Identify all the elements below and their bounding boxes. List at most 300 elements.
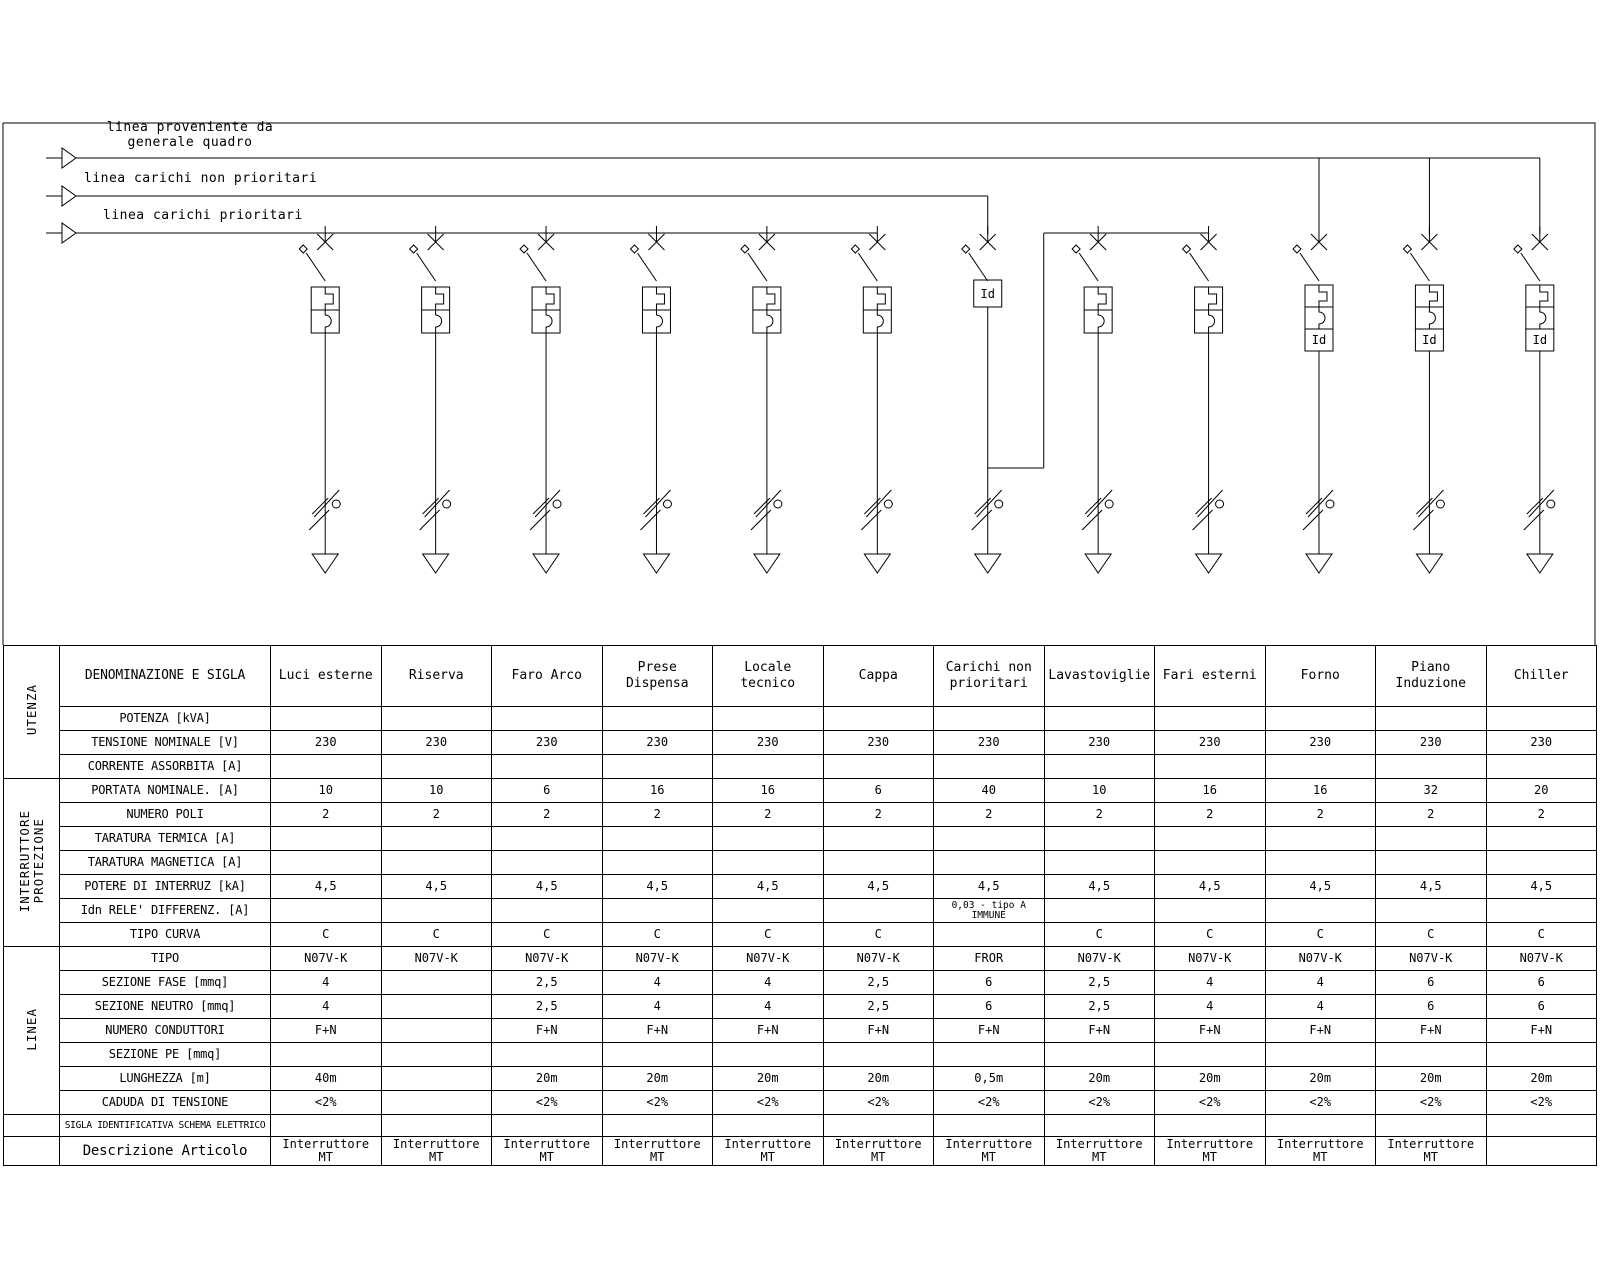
table-cell: 16 <box>1155 779 1266 803</box>
magnetic-release-icon <box>546 310 552 333</box>
table-cell: 2 <box>602 803 713 827</box>
table-cell: N07V-K <box>1376 947 1487 971</box>
table-cell <box>1265 1115 1376 1137</box>
table-cell: <2% <box>1265 1091 1376 1115</box>
table-cell: 4,5 <box>492 875 603 899</box>
table-cell <box>492 827 603 851</box>
table-cell <box>1265 1043 1376 1067</box>
table-cell <box>1486 827 1597 851</box>
table-cell: Luci esterne <box>271 646 382 707</box>
table-cell: 2 <box>492 803 603 827</box>
id-label: Id <box>1422 333 1437 347</box>
table-cell: 2 <box>381 803 492 827</box>
row-label: TARATURA TERMICA [A] <box>60 827 271 851</box>
table-cell <box>602 755 713 779</box>
table-cell <box>492 851 603 875</box>
table-cell: 10 <box>381 779 492 803</box>
table-row <box>4 851 1597 875</box>
table-cell <box>823 827 934 851</box>
table-cell <box>1486 851 1597 875</box>
table-row <box>4 1115 1597 1137</box>
table-cell: 40 <box>934 779 1045 803</box>
mt-breaker-symbol <box>642 287 670 333</box>
table-cell: <2% <box>713 1091 824 1115</box>
table-cell: N07V-K <box>602 947 713 971</box>
table-cell: Fari esterni <box>1155 646 1266 707</box>
table-cell: 230 <box>1155 731 1266 755</box>
table-cell <box>381 755 492 779</box>
table-cell: 6 <box>934 995 1045 1019</box>
table-cell: 4,5 <box>1486 875 1597 899</box>
table-cell <box>1486 755 1597 779</box>
switch-flag-icon <box>1403 245 1411 253</box>
table-cell: 2,5 <box>823 971 934 995</box>
table-cell: 20m <box>1486 1067 1597 1091</box>
table-cell: 4,5 <box>1265 875 1376 899</box>
table-row <box>4 875 1597 899</box>
table-cell: 4,5 <box>823 875 934 899</box>
row-label: POTENZA [kVA] <box>60 707 271 731</box>
table-cell: Interruttore MT <box>602 1137 713 1166</box>
table-cell <box>713 899 824 923</box>
table-cell: F+N <box>1265 1019 1376 1043</box>
table-cell: 20m <box>713 1067 824 1091</box>
table-cell <box>1265 851 1376 875</box>
table-cell: 2 <box>1486 803 1597 827</box>
table-cell: C <box>1155 923 1266 947</box>
table-cell <box>271 851 382 875</box>
table-cell: Riserva <box>381 646 492 707</box>
table-cell: C <box>713 923 824 947</box>
table-cell: <2% <box>271 1091 382 1115</box>
table-cell <box>381 851 492 875</box>
row-label: DENOMINAZIONE E SIGLA <box>60 646 271 707</box>
differential-breaker-symbol <box>974 280 1002 307</box>
switch-flag-icon <box>410 245 418 253</box>
table-cell: <2% <box>934 1091 1045 1115</box>
table-row <box>4 995 1597 1019</box>
thermal-release-icon <box>877 287 885 310</box>
incoming-arrow-icon <box>62 186 76 206</box>
branch-prese-dispensa <box>630 226 671 573</box>
incoming-arrow-icon <box>62 148 76 168</box>
branch-luci-esterne <box>299 226 340 573</box>
table-cell: Interruttore MT <box>1265 1137 1376 1166</box>
table-cell: 4 <box>271 971 382 995</box>
magnetic-release-icon <box>1540 307 1546 329</box>
table-cell: 20m <box>823 1067 934 1091</box>
table-cell: N07V-K <box>1155 947 1266 971</box>
table-cell: FROR <box>934 947 1045 971</box>
row-label: LUNGHEZZA [m] <box>60 1067 271 1091</box>
row-label: NUMERO POLI <box>60 803 271 827</box>
table-cell <box>1376 899 1487 923</box>
table-cell <box>602 851 713 875</box>
table-row <box>4 707 1597 731</box>
table-cell: N07V-K <box>823 947 934 971</box>
id-label: Id <box>1532 333 1548 347</box>
table-cell: 6 <box>1376 971 1487 995</box>
row-label: TIPO <box>60 947 271 971</box>
table-cell: 0,03 - tipo A IMMUNE <box>934 899 1045 923</box>
table-cell <box>713 707 824 731</box>
table-cell: 2,5 <box>492 995 603 1019</box>
table-cell <box>1044 707 1155 731</box>
mt-breaker-symbol <box>1084 287 1112 333</box>
table-cell <box>1044 827 1155 851</box>
switch-flag-icon <box>299 245 307 253</box>
table-cell: 2 <box>934 803 1045 827</box>
table-cell <box>1265 827 1376 851</box>
table-cell: Interruttore MT <box>934 1137 1045 1166</box>
mt-differential-breaker-symbol <box>1415 285 1443 351</box>
table-cell <box>1155 899 1266 923</box>
table-cell: F+N <box>713 1019 824 1043</box>
feeder-label-generale-quadro <box>60 120 320 150</box>
table-cell: 20m <box>1155 1067 1266 1091</box>
table-cell <box>381 1115 492 1137</box>
table-cell: 6 <box>823 779 934 803</box>
table-cell: Piano Induzione <box>1376 646 1487 707</box>
mt-breaker-symbol <box>1195 287 1223 333</box>
thermal-release-icon <box>1209 287 1217 310</box>
row-label: SEZIONE PE [mmq] <box>60 1043 271 1067</box>
table-cell: 4,5 <box>1044 875 1155 899</box>
switch-flag-icon <box>741 245 749 253</box>
row-label: Descrizione Articolo <box>60 1137 271 1166</box>
load-arrow-icon <box>1527 554 1553 573</box>
table-cell <box>602 1115 713 1137</box>
table-cell <box>381 1019 492 1043</box>
row-label: SEZIONE NEUTRO [mmq] <box>60 995 271 1019</box>
table-cell <box>381 1043 492 1067</box>
table-cell <box>381 1091 492 1115</box>
branch-fari-esterni <box>1183 226 1224 573</box>
magnetic-release-icon <box>1209 310 1215 333</box>
table-cell <box>1265 707 1376 731</box>
row-label: NUMERO CONDUTTORI <box>60 1019 271 1043</box>
table-cell <box>823 755 934 779</box>
table-cell: Interruttore MT <box>1044 1137 1155 1166</box>
table-cell: <2% <box>1486 1091 1597 1115</box>
table-cell: F+N <box>492 1019 603 1043</box>
table-cell <box>1486 1115 1597 1137</box>
specification-table <box>3 645 1597 1166</box>
thermal-release-icon <box>1098 287 1106 310</box>
table-cell: 4 <box>713 971 824 995</box>
row-label: PORTATA NOMINALE. [A] <box>60 779 271 803</box>
table-cell: Faro Arco <box>492 646 603 707</box>
branch-locale-tecnico <box>741 226 782 573</box>
table-cell <box>1155 1115 1266 1137</box>
table-cell <box>1044 1043 1155 1067</box>
table-cell: Interruttore MT <box>271 1137 382 1166</box>
table-row <box>4 1043 1597 1067</box>
table-cell: 2 <box>823 803 934 827</box>
switch-flag-icon <box>520 245 528 253</box>
thermal-release-icon <box>436 287 444 310</box>
table-cell: 16 <box>713 779 824 803</box>
table-cell <box>1376 1043 1487 1067</box>
table-cell: C <box>1265 923 1376 947</box>
table-cell: Cappa <box>823 646 934 707</box>
table-cell: 230 <box>713 731 824 755</box>
branch-lavastoviglie <box>1072 226 1113 573</box>
table-cell: 4,5 <box>713 875 824 899</box>
incoming-arrow-icon <box>62 223 76 243</box>
table-cell <box>381 707 492 731</box>
table-cell <box>823 707 934 731</box>
magnetic-release-icon <box>877 310 883 333</box>
thermal-release-icon <box>1429 285 1437 307</box>
table-cell: Interruttore MT <box>1155 1137 1266 1166</box>
table-cell <box>1486 1137 1597 1166</box>
table-cell <box>934 923 1045 947</box>
magnetic-release-icon <box>325 310 331 333</box>
row-label: TENSIONE NOMINALE [V] <box>60 731 271 755</box>
table-cell <box>934 707 1045 731</box>
table-cell <box>271 707 382 731</box>
table-cell: N07V-K <box>1044 947 1155 971</box>
group-label: INTERRUTTORE PROTEZIONE <box>16 809 46 913</box>
table-row <box>4 755 1597 779</box>
table-cell <box>713 827 824 851</box>
table-cell: 4 <box>1155 995 1266 1019</box>
table-cell <box>602 1043 713 1067</box>
table-cell: C <box>271 923 382 947</box>
table-cell: Locale tecnico <box>713 646 824 707</box>
table-cell: Lavastoviglie <box>1044 646 1155 707</box>
table-cell: 20m <box>602 1067 713 1091</box>
table-cell: <2% <box>602 1091 713 1115</box>
table-cell <box>713 1043 824 1067</box>
table-cell <box>602 827 713 851</box>
row-label: Idn RELE' DIFFERENZ. [A] <box>60 899 271 923</box>
load-arrow-icon <box>864 554 890 573</box>
table-cell <box>1376 851 1487 875</box>
group-cell <box>4 1115 60 1137</box>
table-cell: 4 <box>1155 971 1266 995</box>
table-cell: <2% <box>823 1091 934 1115</box>
table-cell: C <box>823 923 934 947</box>
table-cell: 32 <box>1376 779 1487 803</box>
table-row <box>4 827 1597 851</box>
table-cell: 230 <box>271 731 382 755</box>
table-cell: <2% <box>1155 1091 1266 1115</box>
table-cell: C <box>1376 923 1487 947</box>
table-cell: 0,5m <box>934 1067 1045 1091</box>
table-cell: 20m <box>1044 1067 1155 1091</box>
load-arrow-icon <box>754 554 780 573</box>
table-cell: 6 <box>1376 995 1487 1019</box>
table-cell: 4 <box>602 971 713 995</box>
table-cell <box>1044 851 1155 875</box>
table-cell: <2% <box>1376 1091 1487 1115</box>
table-cell: 4,5 <box>381 875 492 899</box>
table-cell: Carichi non prioritari <box>934 646 1045 707</box>
table-cell: 230 <box>1376 731 1487 755</box>
feeder-label-carichi-prioritari: linea carichi prioritari <box>103 208 303 223</box>
table-cell <box>271 1043 382 1067</box>
table-row <box>4 803 1597 827</box>
switch-flag-icon <box>1183 245 1191 253</box>
table-cell <box>1044 1115 1155 1137</box>
table-cell <box>602 707 713 731</box>
table-row <box>4 971 1597 995</box>
table-cell <box>492 899 603 923</box>
table-cell: 4 <box>1265 971 1376 995</box>
table-cell: N07V-K <box>713 947 824 971</box>
table-cell: C <box>1486 923 1597 947</box>
table-row <box>4 1091 1597 1115</box>
branch-piano-induzione <box>1403 158 1444 573</box>
table-cell <box>934 1115 1045 1137</box>
thermal-release-icon <box>1319 285 1327 307</box>
switch-flag-icon <box>851 245 859 253</box>
switch-flag-icon <box>1072 245 1080 253</box>
table-cell: F+N <box>1044 1019 1155 1043</box>
load-arrow-icon <box>643 554 669 573</box>
table-cell: 2,5 <box>1044 995 1155 1019</box>
table-cell: 230 <box>602 731 713 755</box>
table-cell <box>492 1115 603 1137</box>
table-cell <box>934 755 1045 779</box>
group-label: LINEA <box>23 1007 39 1051</box>
table-cell: 2,5 <box>1044 971 1155 995</box>
mt-breaker-symbol <box>753 287 781 333</box>
mt-differential-breaker-symbol <box>1526 285 1554 351</box>
table-cell <box>713 1115 824 1137</box>
magnetic-release-icon <box>767 310 773 333</box>
table-cell: 2 <box>1376 803 1487 827</box>
table-cell: 2,5 <box>492 971 603 995</box>
magnetic-release-icon <box>1098 310 1104 333</box>
table-cell: 4 <box>602 995 713 1019</box>
branch-cappa <box>851 226 892 573</box>
mt-breaker-symbol <box>863 287 891 333</box>
table-cell <box>1155 755 1266 779</box>
load-arrow-icon <box>1196 554 1222 573</box>
feeder-arrow-2 <box>46 186 76 206</box>
magnetic-release-icon <box>1319 307 1325 329</box>
table-cell <box>1486 707 1597 731</box>
table-cell: 2,5 <box>823 995 934 1019</box>
table-cell: 2 <box>713 803 824 827</box>
group-cell <box>4 1137 60 1166</box>
table-cell: 16 <box>602 779 713 803</box>
table-cell: F+N <box>1486 1019 1597 1043</box>
table-cell <box>823 851 934 875</box>
table-row <box>4 923 1597 947</box>
drawing-frame <box>3 123 1595 645</box>
table-cell: 4,5 <box>1155 875 1266 899</box>
table-cell <box>1376 1115 1487 1137</box>
table-cell <box>1376 755 1487 779</box>
table-cell: 4 <box>1265 995 1376 1019</box>
table-row <box>4 1137 1597 1166</box>
table-cell: 230 <box>381 731 492 755</box>
table-cell <box>1486 899 1597 923</box>
table-cell: Interruttore MT <box>823 1137 934 1166</box>
table-cell: 4,5 <box>602 875 713 899</box>
table-cell <box>271 755 382 779</box>
table-cell <box>1155 851 1266 875</box>
table-cell: <2% <box>1044 1091 1155 1115</box>
branch-forno <box>1293 158 1334 573</box>
table-cell: 230 <box>1044 731 1155 755</box>
id-label: Id <box>980 287 995 301</box>
load-arrow-icon <box>1085 554 1111 573</box>
table-row <box>4 899 1597 923</box>
table-cell: 2 <box>271 803 382 827</box>
switch-flag-icon <box>962 245 970 253</box>
table-cell: C <box>492 923 603 947</box>
load-arrow-icon <box>1416 554 1442 573</box>
feeder-label-line: linea proveniente da <box>106 120 274 135</box>
row-label: TARATURA MAGNETICA [A] <box>60 851 271 875</box>
mt-breaker-symbol <box>311 287 339 333</box>
magnetic-release-icon <box>436 310 442 333</box>
table-cell: Interruttore MT <box>492 1137 603 1166</box>
row-label: CORRENTE ASSORBITA [A] <box>60 755 271 779</box>
table-cell: Prese Dispensa <box>602 646 713 707</box>
table-cell <box>1044 899 1155 923</box>
table-cell: N07V-K <box>492 947 603 971</box>
table-cell: 230 <box>492 731 603 755</box>
table-cell <box>381 899 492 923</box>
table-cell <box>271 899 382 923</box>
table-cell <box>934 1043 1045 1067</box>
table-cell: 230 <box>1486 731 1597 755</box>
thermal-release-icon <box>546 287 554 310</box>
table-cell <box>381 971 492 995</box>
row-label: POTERE DI INTERRUZ [kA] <box>60 875 271 899</box>
table-cell: 6 <box>934 971 1045 995</box>
table-cell: 4 <box>271 995 382 1019</box>
table-cell: 20m <box>1265 1067 1376 1091</box>
branch-faro-arco <box>520 226 561 573</box>
table-cell: Forno <box>1265 646 1376 707</box>
feeder-label-line: generale quadro <box>127 135 253 150</box>
row-label: CADUDA DI TENSIONE <box>60 1091 271 1115</box>
table-cell: F+N <box>1376 1019 1487 1043</box>
group-cell <box>4 646 60 779</box>
table-cell: 20 <box>1486 779 1597 803</box>
table-cell <box>602 899 713 923</box>
table-cell: 2 <box>1044 803 1155 827</box>
table-cell <box>1155 827 1266 851</box>
table-cell <box>823 899 934 923</box>
load-arrow-icon <box>423 554 449 573</box>
table-row <box>4 731 1597 755</box>
table-cell <box>713 851 824 875</box>
table-cell <box>713 755 824 779</box>
row-label: TIPO CURVA <box>60 923 271 947</box>
table-cell: 6 <box>1486 971 1597 995</box>
table-cell: 6 <box>1486 995 1597 1019</box>
table-cell <box>1155 707 1266 731</box>
table-cell: C <box>1044 923 1155 947</box>
table-cell: N07V-K <box>381 947 492 971</box>
table-cell: Interruttore MT <box>1376 1137 1487 1166</box>
table-row <box>4 646 1597 707</box>
table-cell: 20m <box>492 1067 603 1091</box>
thermal-release-icon <box>1540 285 1548 307</box>
table-cell: Interruttore MT <box>381 1137 492 1166</box>
table-cell: 20m <box>1376 1067 1487 1091</box>
row-label: SEZIONE FASE [mmq] <box>60 971 271 995</box>
table-cell: F+N <box>934 1019 1045 1043</box>
